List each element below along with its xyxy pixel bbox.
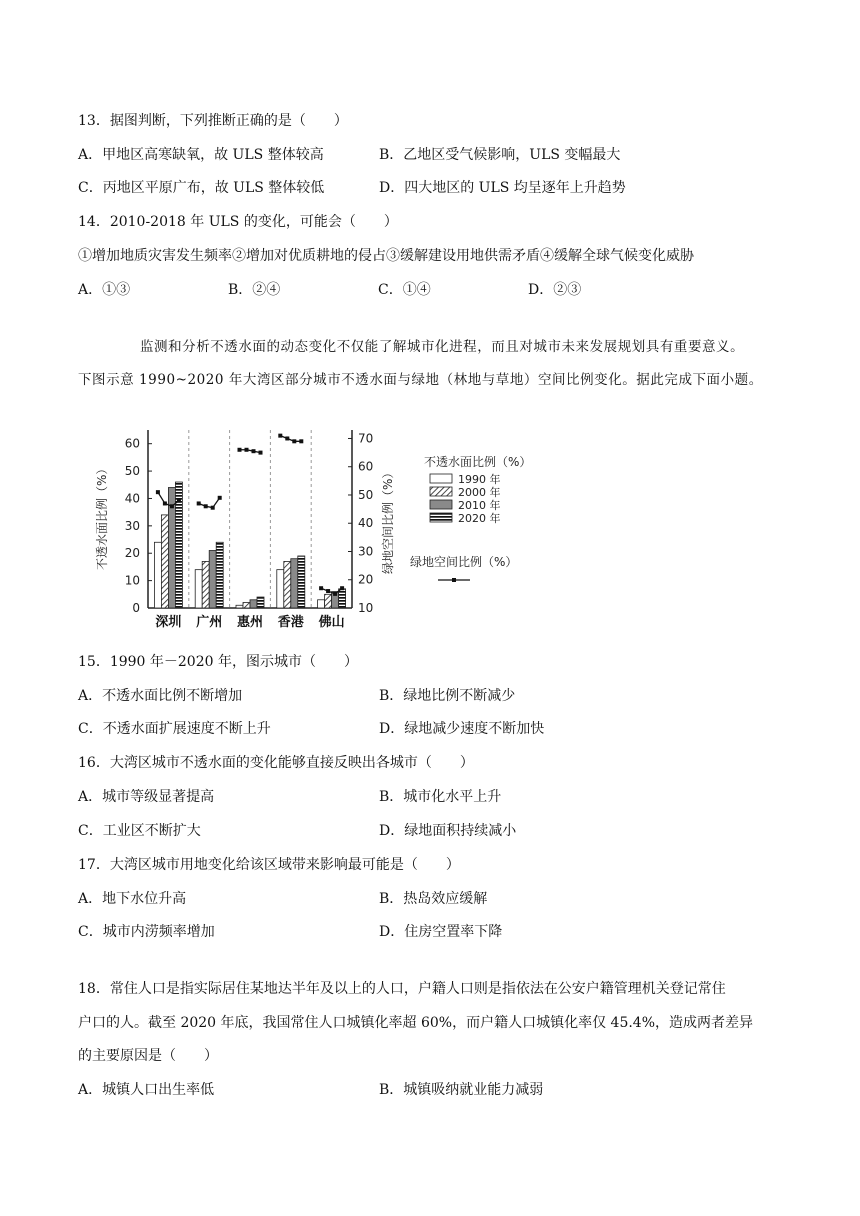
green-point (245, 448, 249, 452)
bar-佛山-2000 年 (325, 594, 332, 608)
legend-title: 不透水面比例（%） (424, 455, 532, 469)
legend-swatch (430, 487, 452, 496)
legend-label: 2000 年 (458, 486, 501, 499)
question-13-stem: 13．据图判断，下列推断正确的是（ ） (78, 113, 348, 129)
left-tick-label: 60 (124, 436, 140, 451)
green-point (333, 592, 337, 596)
right-tick-label: 60 (358, 459, 374, 474)
bar-香港-2000 年 (284, 561, 291, 608)
question-18-line-2: 户口的人。截至 2020 年底，我国常住人口城镇化率超 60%，而户籍人口城镇化率仅 45.4%，造成两者差异 (78, 1015, 754, 1031)
category-label: 深圳 (155, 615, 182, 630)
right-tick-label: 30 (358, 544, 374, 559)
green-point (278, 434, 282, 438)
right-tick-label: 10 (358, 601, 374, 615)
legend-swatch (430, 474, 452, 483)
bar-广州-2020 年 (216, 542, 223, 608)
legend-line-label: 绿地空间比例（%） (410, 555, 518, 569)
chart-lines (156, 434, 344, 596)
green-point (299, 439, 303, 443)
question-13-option-a[interactable]: A．甲地区高寒缺氧，故 ULS 整体较高 (78, 147, 324, 163)
question-15-option-d[interactable]: D．绿地减少速度不断加快 (379, 721, 545, 737)
question-14-option-c[interactable]: C．①④ (378, 282, 431, 298)
question-17-option-c[interactable]: C．城市内涝频率增加 (78, 924, 215, 940)
category-label: 惠州 (236, 615, 264, 630)
right-tick-label: 40 (358, 516, 374, 531)
green-point (259, 451, 263, 455)
green-point (285, 436, 289, 440)
green-point (252, 449, 256, 453)
green-point (197, 501, 201, 505)
passage-line-1: 监测和分析不透水面的动态变化不仅能了解城市化进程，而且对城市未来发展规划具有重要意义。 (140, 339, 745, 355)
bar-惠州-2020 年 (257, 597, 264, 608)
left-tick-label: 20 (124, 546, 140, 561)
right-axis-label: 绿地空间比例（%） (381, 466, 395, 574)
left-tick-label: 0 (132, 601, 140, 615)
left-axis-label: 不透水面比例（%） (95, 462, 109, 570)
question-14-option-d[interactable]: D．②③ (528, 282, 582, 298)
chart-bars (154, 482, 345, 608)
green-point (340, 586, 344, 590)
legend-swatch (430, 500, 452, 509)
question-16-option-d[interactable]: D．绿地面积持续减小 (379, 823, 517, 839)
bar-深圳-2000 年 (161, 515, 168, 608)
green-line-香港 (280, 436, 301, 442)
question-18-line-1: 18．常住人口是指实际居住某地达半年及以上的人口，户籍人口则是指依法在公安户籍管理机关登记常住 (78, 981, 726, 997)
legend-label: 2020 年 (458, 512, 501, 525)
question-17-option-d[interactable]: D．住房空置率下降 (379, 924, 503, 940)
green-point (218, 496, 222, 500)
question-16-option-b[interactable]: B．城市化水平上升 (379, 789, 502, 805)
question-13-option-d[interactable]: D．四大地区的 ULS 均呈逐年上升趋势 (379, 180, 626, 196)
legend-swatch (430, 513, 452, 522)
question-15-stem: 15．1990 年－2020 年，图示城市（ ） (78, 654, 358, 670)
category-label: 广州 (196, 615, 223, 630)
bar-广州-2010 年 (209, 550, 216, 608)
legend-line-marker (452, 578, 456, 582)
green-line-惠州 (240, 450, 261, 453)
green-point (238, 448, 242, 452)
question-16-option-c[interactable]: C．工业区不断扩大 (78, 823, 201, 839)
bar-香港-1990 年 (277, 570, 284, 608)
bar-广州-2000 年 (202, 561, 209, 608)
question-13-option-b[interactable]: B．乙地区受气候影响，ULS 变幅最大 (379, 147, 621, 163)
question-14-items: ①增加地质灾害发生频率②增加对优质耕地的侵占③缓解建设用地供需矛盾④缓解全球气候变化威胁 (78, 248, 694, 264)
question-15-option-c[interactable]: C．不透水面扩展速度不断上升 (78, 721, 271, 737)
right-tick-label: 70 (358, 431, 374, 446)
left-tick-label: 30 (124, 518, 140, 533)
question-18-option-a[interactable]: A．城镇人口出生率低 (78, 1082, 215, 1098)
green-line-广州 (199, 498, 220, 508)
passage-line-2: 下图示意 1990~2020 年大湾区部分城市不透水面与绿地（林地与草地）空间比例变化。据此完成下面小题。 (78, 372, 763, 388)
bar-惠州-1990 年 (236, 605, 243, 608)
chart-legend (410, 454, 531, 582)
question-14-option-a[interactable]: A．①③ (78, 282, 131, 298)
question-17-option-a[interactable]: A．地下水位升高 (78, 891, 187, 907)
right-tick-label: 20 (358, 572, 374, 587)
legend-label: 1990 年 (458, 473, 501, 486)
question-13-option-c[interactable]: C．丙地区平原广布，故 ULS 整体较低 (78, 180, 325, 196)
bar-广州-1990 年 (195, 570, 202, 608)
category-label: 佛山 (318, 615, 345, 630)
question-14-option-b[interactable]: B．②④ (228, 282, 281, 298)
bar-佛山-2020 年 (339, 589, 346, 608)
question-17-stem: 17．大湾区城市用地变化给该区域带来影响最可能是（ ） (78, 857, 460, 873)
question-15-option-b[interactable]: B．绿地比例不断减少 (379, 688, 516, 704)
impervious-green-ratio-chart (92, 420, 552, 638)
bar-深圳-1990 年 (154, 542, 161, 608)
bar-惠州-2010 年 (250, 600, 257, 608)
question-18-option-b[interactable]: B．城镇吸纳就业能力减弱 (379, 1082, 544, 1098)
bar-香港-2020 年 (298, 556, 305, 608)
green-point (204, 504, 208, 508)
green-point (211, 506, 215, 510)
green-point (170, 504, 174, 508)
green-point (326, 589, 330, 593)
green-point (156, 490, 160, 494)
green-point (163, 501, 167, 505)
right-tick-label: 50 (358, 487, 374, 502)
left-tick-label: 10 (124, 573, 140, 588)
green-point (177, 499, 181, 503)
bar-香港-2010 年 (291, 559, 298, 608)
bar-佛山-1990 年 (318, 600, 325, 608)
question-17-option-b[interactable]: B．热岛效应缓解 (379, 891, 488, 907)
question-18-line-3: 的主要原因是（ ） (78, 1048, 218, 1064)
category-label: 香港 (277, 615, 304, 630)
green-point (319, 586, 323, 590)
left-tick-label: 50 (124, 464, 140, 479)
green-point (292, 439, 296, 443)
question-14-stem: 14．2010-2018 年 ULS 的变化，可能会（ ） (78, 214, 398, 230)
question-16-option-a[interactable]: A．城市等级显著提高 (78, 789, 215, 805)
left-tick-label: 40 (124, 491, 140, 506)
legend-label: 2010 年 (458, 499, 501, 512)
bar-惠州-2000 年 (243, 603, 250, 608)
question-15-option-a[interactable]: A．不透水面比例不断增加 (78, 688, 243, 704)
question-16-stem: 16．大湾区城市不透水面的变化能够直接反映出各城市（ ） (78, 755, 474, 771)
